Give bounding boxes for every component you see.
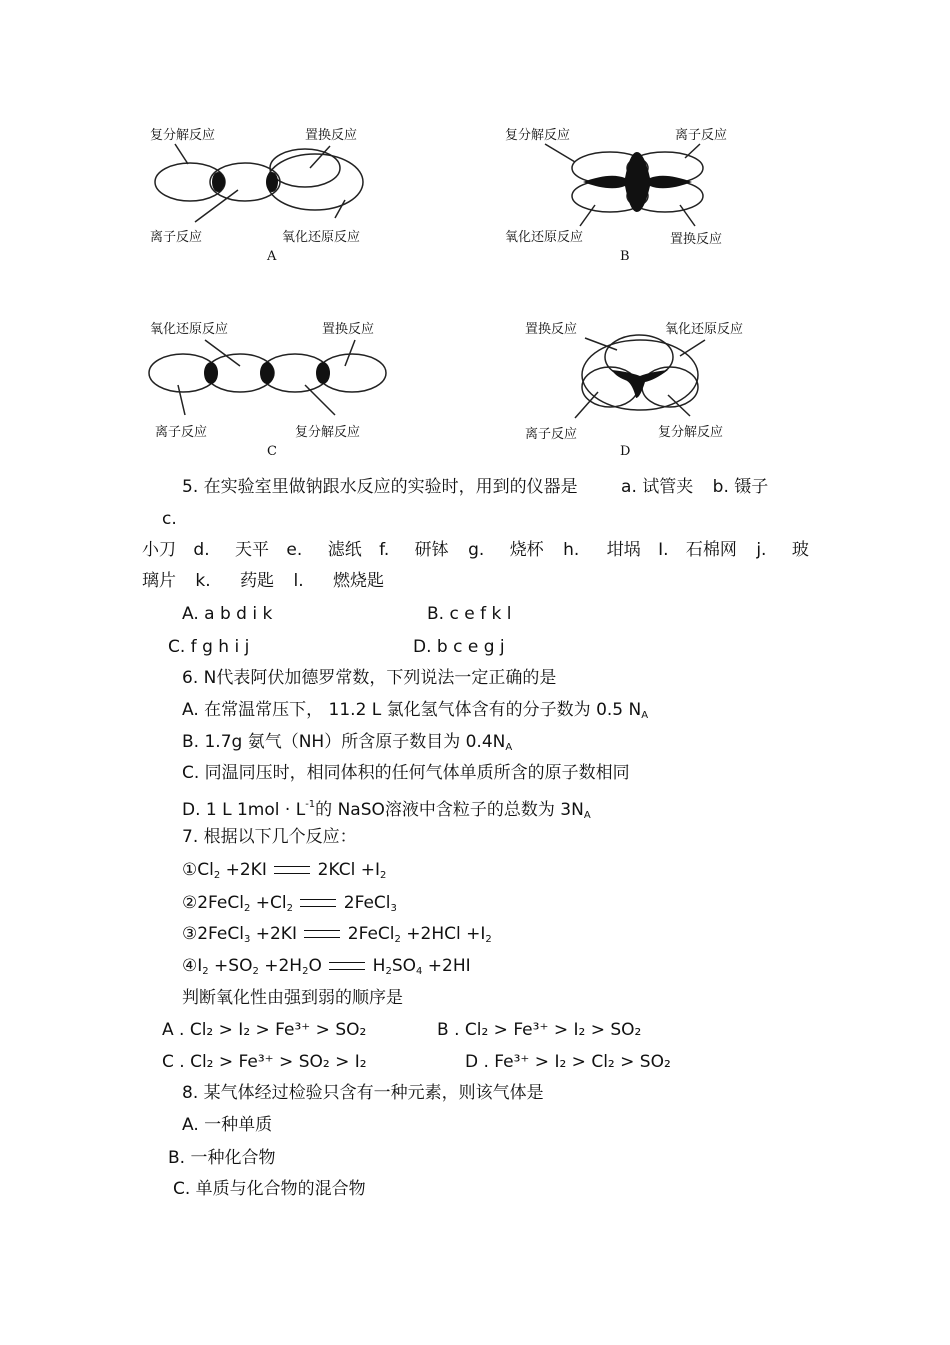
q5-w14: 玻 [791,540,809,560]
q5-w11: I. [658,540,669,560]
r1-b: 2 [213,870,221,881]
q6-a-text: A. 在常温常压下， 11.2 L 氯化氢气体含有的分子数为 0.5 N [182,700,642,720]
q6-option-b [182,731,512,759]
r4-a: ④I [182,956,203,976]
q7-option-a: A . Cl₂ > I₂ > Fe³⁺ > SO₂ [162,1020,367,1040]
diagram-c-label-2: 置换反应 [322,322,375,337]
q5-w0: 小刀 [142,540,176,560]
q5-option-b: B. c e f k l [427,604,512,624]
q6-b-text: B. 1.7g 氨气（NH）所含原子数目为 0.4N [182,732,506,752]
equals-sign [304,930,340,938]
q5-w10: 坩埚 [606,540,641,560]
q8-option-a: A. 一种单质 [182,1115,273,1135]
q8-stem: 8. 某气体经过检验只含有一种元素，则该气体是 [182,1083,544,1103]
q5-l3-0: 璃片 [142,571,176,591]
diagram-c-label-1: 氧化还原反应 [150,322,229,337]
r4-e: +2H [264,956,303,976]
r3-h: 2 [485,934,492,945]
q6-b-sub: A [505,742,513,753]
r3-g: +I [466,924,486,944]
q6-a-sub: A [641,710,649,721]
q5-option-a: A. a b d i k [182,604,273,624]
diagram-b-label-3: 氧化还原反应 [505,230,584,245]
diagram-a-label-2: 置换反应 [305,128,358,143]
q5-l3-4: 燃烧匙 [333,571,385,591]
r4-i: 2 [385,966,392,977]
q5-item-c: c. [162,509,177,529]
equals-sign [300,899,336,907]
r1-f: 2 [379,870,387,881]
q7-ask: 判断氧化性由强到弱的顺序是 [182,988,403,1008]
diagram-d-label-3: 离子反应 [525,427,578,442]
diagram-a-label-3: 离子反应 [150,230,203,245]
q6-d-sup: -1 [305,799,316,810]
diagram-d-caption: D [620,444,631,459]
r1-a: ①Cl [182,860,214,880]
q5-stem: 5. 在实验室里做钠跟水反应的实验时，用到的仪器是 [182,477,578,497]
diagram-c-label-4: 复分解反应 [295,425,361,440]
q5-w12: 石棉网 [685,540,737,560]
diagram-c-caption: C [267,444,277,459]
r4-f: 2 [302,966,309,977]
r3-a: ③2FeCl [182,924,244,944]
diagram-d-label-2: 氧化还原反应 [665,322,744,337]
r4-j: SO [391,956,417,976]
q5-line2 [142,539,809,561]
diagram-b-label-4: 置换反应 [670,232,723,247]
q6-option-d [182,794,591,827]
diagram-c-label-3: 离子反应 [155,425,208,440]
diagram-b-label-2: 离子反应 [675,128,728,143]
r2-b: 2 [243,903,251,914]
r3-d: 2FeCl [347,924,395,944]
q5-w2: 天平 [235,540,270,560]
r2-f: 3 [390,903,397,914]
q5-w4: 滤纸 [327,540,362,560]
q7-stem: 7. 根据以下几个反应： [182,827,357,847]
q8-option-b: B. 一种化合物 [168,1148,276,1168]
q5-w13: j. [756,540,767,560]
q5-w9: h. [563,540,580,560]
r4-h: H [372,956,386,976]
r1-d: 2KCl [317,860,356,880]
q6-d-pre: D. 1 L 1mol · L [182,800,306,820]
r4-k: 4 [416,966,423,977]
q5-w7: g. [468,540,485,560]
q5-l3-1: k. [195,571,211,591]
q7-reaction-4 [182,955,471,983]
q7-option-b: B . Cl₂ > Fe³⁺ > I₂ > SO₂ [437,1020,642,1040]
q5-line3 [142,570,384,592]
r2-a: ②2FeCl [182,893,244,913]
q7-reaction-2 [182,892,397,920]
r3-e: 2 [394,934,401,945]
diagram-d-label-4: 复分解反应 [658,425,724,440]
r3-b: 3 [243,934,251,945]
q8-option-c: C. 单质与化合物的混合物 [173,1179,366,1199]
r3-f: +2HCl [406,924,461,944]
r2-d: 2 [286,903,293,914]
q7-option-d: D . Fe³⁺ > I₂ > Cl₂ > SO₂ [465,1052,671,1072]
q5-option-d: D. b c e g j [413,637,505,657]
q5-item-a: a. 试管夹 [621,477,694,497]
q6-stem [182,667,556,689]
r2-c: +Cl [255,893,287,913]
q5-l3-2: 药匙 [240,571,275,591]
r1-e: +I [360,860,380,880]
diagram-a [155,144,363,222]
q5-option-c: C. f g h i j [168,637,250,657]
r4-b: 2 [202,966,209,977]
q5-w5: f. [379,540,390,560]
q5-w1: d. [193,540,210,560]
r4-c: +SO [214,956,253,976]
q7-option-c: C . Cl₂ > Fe³⁺ > SO₂ > I₂ [162,1052,367,1072]
r4-g: O [308,956,322,976]
equals-sign [329,962,365,970]
q5-w6: 研钵 [414,540,449,560]
r3-c: +2KI [255,924,297,944]
diagram-d-label-1: 置换反应 [525,322,578,337]
diagram-a-caption: A [267,249,277,264]
q5-w3: e. [286,540,303,560]
q6-d-sub: A [583,810,591,821]
q6-stem-text: 6. N代表阿伏加德罗常数，下列说法一定正确的是 [182,668,557,688]
reaction-diagrams [0,0,950,470]
diagram-a-label-1: 复分解反应 [150,128,216,143]
r2-e: 2FeCl [343,893,391,913]
r4-d: 2 [252,966,259,977]
q5-item-b: b. 镊子 [712,477,769,497]
q5-stem-line [182,476,768,498]
q6-option-c: C. 同温同压时，相同体积的任何气体单质所含的原子数相同 [182,763,630,783]
q6-d-post: 的 NaSO溶液中含粒子的总数为 3N [315,800,584,820]
q5-w8: 烧杯 [509,540,544,560]
equals-sign [274,866,310,874]
diagram-b-label-1: 复分解反应 [505,128,571,143]
diagram-a-label-4: 氧化还原反应 [282,230,361,245]
q5-l3-3: l. [293,571,304,591]
q6-option-a [182,699,648,727]
r4-l: +2HI [427,956,471,976]
q7-reaction-3 [182,923,492,951]
q7-reaction-1 [182,859,386,887]
diagram-b-caption: B [620,249,630,264]
r1-c: +2KI [225,860,267,880]
